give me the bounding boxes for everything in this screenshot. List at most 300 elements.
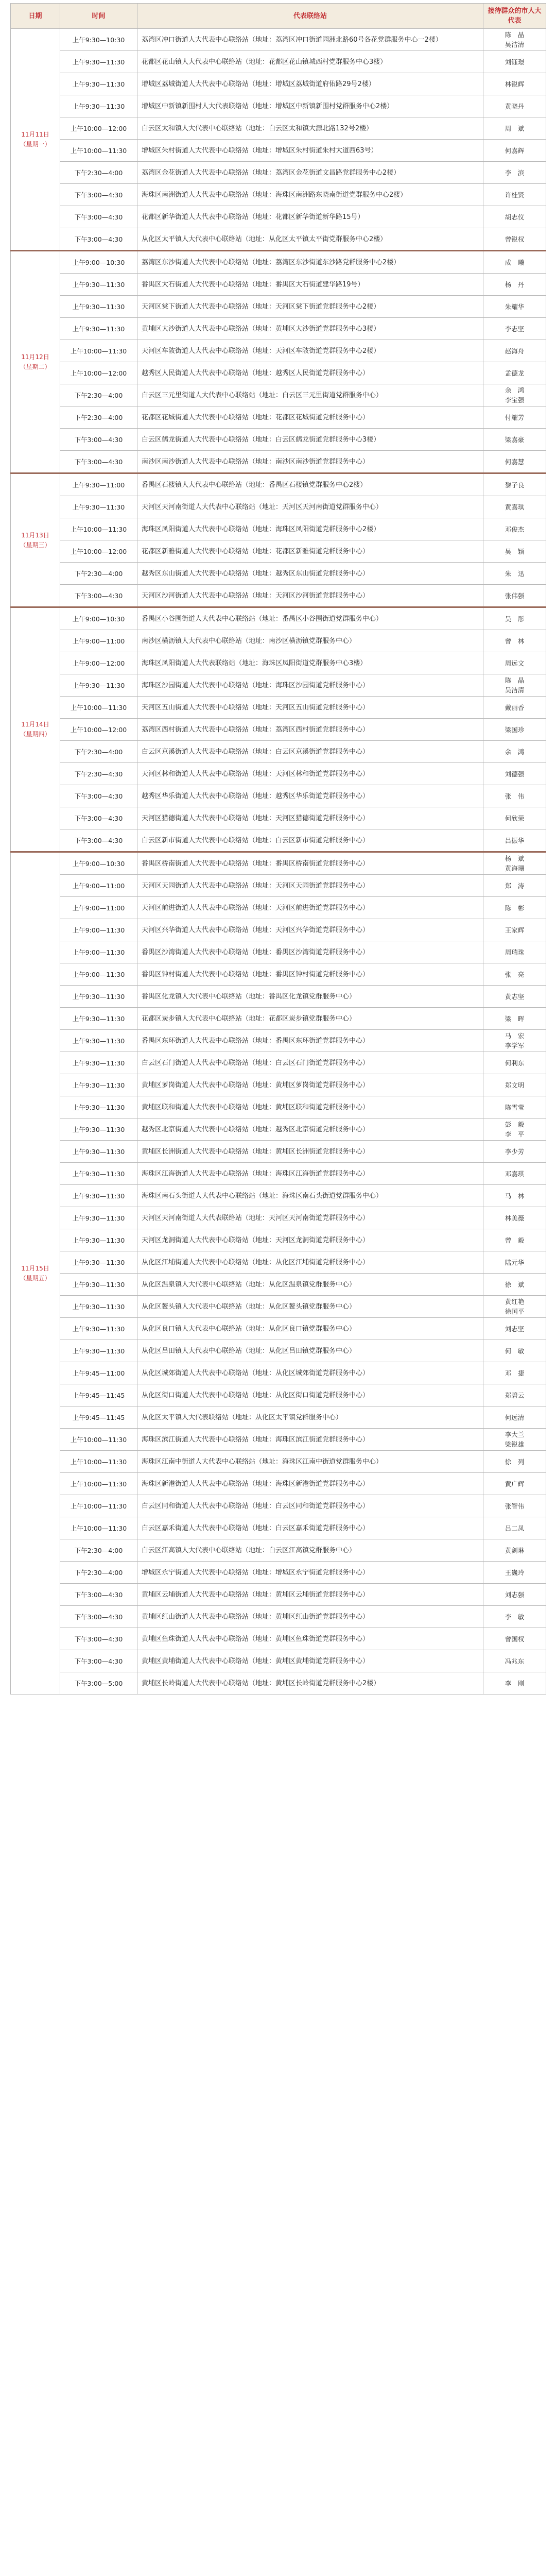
time-cell: 上午9:30—11:30 bbox=[60, 1207, 137, 1229]
time-cell: 上午9:30—11:30 bbox=[60, 1052, 137, 1074]
date-text: 11月14日 bbox=[21, 721, 49, 728]
table-row bbox=[11, 1562, 546, 1584]
rep-name: 陈 晶 bbox=[505, 31, 525, 39]
time-cell: 上午9:00—11:30 bbox=[60, 963, 137, 986]
location-cell: 花都区炭步镇人大代表中心联络站（地址：花都区炭步镇党群服务中心） bbox=[137, 1008, 483, 1030]
time-cell: 上午9:30—11:30 bbox=[60, 274, 137, 296]
rep-name: 何欣荣 bbox=[505, 814, 525, 822]
location-cell: 海珠区凤阳街道人大代表中心联络站（地址：海珠区凤阳街道党群服务中心2楼） bbox=[137, 518, 483, 540]
rep-name: 戴丽香 bbox=[505, 703, 525, 711]
reps-cell bbox=[483, 228, 546, 251]
reps-cell bbox=[483, 184, 546, 206]
location-cell: 南沙区南沙街道人大代表中心联络站（地址：南沙区南沙街道党群服务中心） bbox=[137, 451, 483, 473]
table-row bbox=[11, 1384, 546, 1406]
time-cell: 上午9:00—11:30 bbox=[60, 919, 137, 941]
table-row bbox=[11, 318, 546, 340]
table-row bbox=[11, 140, 546, 162]
time-cell: 上午9:00—11:00 bbox=[60, 875, 137, 897]
rep-name: 张 伟 bbox=[505, 792, 525, 800]
reps-cell bbox=[483, 941, 546, 963]
time-cell: 上午9:30—11:30 bbox=[60, 1251, 137, 1274]
location-cell: 从化区吕田镇人大代表中心联络站（地址：从化区吕田镇党群服务中心） bbox=[137, 1340, 483, 1362]
rep-name: 梁 晖 bbox=[505, 1014, 525, 1023]
rep-name: 成 曦 bbox=[505, 258, 525, 266]
reps-cell bbox=[483, 1539, 546, 1562]
table-row bbox=[11, 563, 546, 585]
table-row bbox=[11, 1096, 546, 1118]
reps-cell bbox=[483, 697, 546, 719]
rep-name: 刘德强 bbox=[505, 770, 525, 778]
table-row bbox=[11, 875, 546, 897]
reps-cell bbox=[483, 963, 546, 986]
table-row bbox=[11, 1495, 546, 1517]
rep-name: 郑碧云 bbox=[505, 1391, 525, 1399]
rep-name: 李宝强 bbox=[505, 396, 525, 404]
weekday-text: （星期五） bbox=[20, 1274, 51, 1282]
time-cell: 上午10:00—12:00 bbox=[60, 719, 137, 741]
location-cell: 天河区龙洞街道人大代表中心联络站（地址：天河区龙洞街道党群服务中心） bbox=[137, 1229, 483, 1251]
table-row bbox=[11, 184, 546, 206]
time-cell: 下午3:00—4:30 bbox=[60, 807, 137, 829]
location-cell: 海珠区江南中街道人大代表中心联络站（地址：海珠区江南中街道党群服务中心） bbox=[137, 1451, 483, 1473]
rep-name: 曾 林 bbox=[505, 637, 525, 645]
date-text: 11月15日 bbox=[21, 1264, 49, 1272]
table-row bbox=[11, 829, 546, 852]
reps-cell bbox=[483, 897, 546, 919]
rep-name: 曾锐权 bbox=[505, 235, 525, 243]
time-cell: 下午2:30—4:00 bbox=[60, 1539, 137, 1562]
time-cell: 下午2:30—4:00 bbox=[60, 384, 137, 406]
location-cell: 天河区兴华街道人大代表中心联络站（地址：天河区兴华街道党群服务中心） bbox=[137, 919, 483, 941]
time-cell: 下午2:30—4:30 bbox=[60, 763, 137, 785]
time-cell: 上午9:30—10:30 bbox=[60, 29, 137, 51]
time-cell: 下午3:00—4:30 bbox=[60, 228, 137, 251]
table-row bbox=[11, 1539, 546, 1562]
weekday-text: （星期一） bbox=[20, 140, 51, 148]
time-cell: 下午3:00—4:30 bbox=[60, 829, 137, 852]
rep-name: 冯兆东 bbox=[505, 1657, 525, 1665]
reps-cell bbox=[483, 1495, 546, 1517]
location-cell: 花都区花山镇人大代表中心联络站（地址：花都区花山镇城西村党群服务中心3楼） bbox=[137, 51, 483, 73]
reps-cell bbox=[483, 29, 546, 51]
location-cell: 天河区前进街道人大代表中心联络站（地址：天河区前进街道党群服务中心） bbox=[137, 897, 483, 919]
time-cell: 上午9:30—11:30 bbox=[60, 1118, 137, 1141]
location-cell: 海珠区南洲街道人大代表中心联络站（地址：海珠区南洲路东晓南街道党群服务中心2楼） bbox=[137, 184, 483, 206]
reps-cell bbox=[483, 741, 546, 763]
time-cell: 上午9:45—11:45 bbox=[60, 1406, 137, 1429]
rep-name: 邓俊杰 bbox=[505, 525, 525, 533]
date-text: 11月11日 bbox=[21, 130, 49, 138]
time-cell: 上午9:00—12:00 bbox=[60, 652, 137, 674]
reps-cell bbox=[483, 95, 546, 117]
reps-cell bbox=[483, 73, 546, 95]
table-row bbox=[11, 429, 546, 451]
time-cell: 上午9:30—11:30 bbox=[60, 318, 137, 340]
date-text: 11月12日 bbox=[21, 353, 49, 361]
location-cell: 天河区林和街道人大代表中心联络站（地址：天河区林和街道党群服务中心） bbox=[137, 763, 483, 785]
location-cell: 增城区荔城街道人大代表中心联络站（地址：增城区荔城街道府佑路29号2楼） bbox=[137, 73, 483, 95]
reps-cell bbox=[483, 1185, 546, 1207]
rep-name: 黄海珊 bbox=[505, 865, 525, 872]
rep-name: 何利东 bbox=[505, 1059, 525, 1067]
location-cell: 黄埔区鱼珠街道人大代表中心联络站（地址：黄埔区鱼珠街道党群服务中心） bbox=[137, 1628, 483, 1650]
time-cell: 下午3:00—4:30 bbox=[60, 785, 137, 807]
time-cell: 上午9:30—11:00 bbox=[60, 473, 137, 496]
rep-name: 赵海舟 bbox=[505, 347, 525, 355]
time-cell: 上午9:30—11:30 bbox=[60, 73, 137, 95]
location-cell: 白云区太和镇人大代表中心联络站（地址：白云区太和镇大源北路132号2楼） bbox=[137, 117, 483, 140]
time-cell: 上午9:00—10:30 bbox=[60, 251, 137, 274]
rep-name: 张 亮 bbox=[505, 970, 525, 978]
time-cell: 上午9:45—11:45 bbox=[60, 1384, 137, 1406]
reps-cell bbox=[483, 875, 546, 897]
table-row bbox=[11, 630, 546, 652]
location-cell: 从化区城郊街道人大代表中心联络站（地址：从化区城郊街道党群服务中心） bbox=[137, 1362, 483, 1384]
location-cell: 花都区新雅街道人大代表中心联络站（地址：花都区新雅街道党群服务中心） bbox=[137, 540, 483, 563]
location-cell: 荔湾区冲口街道人大代表中心联络站（地址：荔湾区冲口街道园洲北路60号各花党群服务中心一2楼） bbox=[137, 29, 483, 51]
time-cell: 上午9:30—11:30 bbox=[60, 1008, 137, 1030]
rep-name: 孟德龙 bbox=[505, 369, 525, 377]
location-cell: 海珠区沙园街道人大代表中心联络站（地址：海珠区沙园街道党群服务中心） bbox=[137, 674, 483, 697]
time-cell: 下午3:00—4:30 bbox=[60, 184, 137, 206]
table-row bbox=[11, 674, 546, 697]
reps-cell bbox=[483, 429, 546, 451]
rep-name: 刘钰璟 bbox=[505, 58, 525, 66]
location-cell: 黄埔区萝岗街道人大代表中心联络站（地址：黄埔区萝岗街道党群服务中心） bbox=[137, 1074, 483, 1096]
rep-name: 黄剑琳 bbox=[505, 1546, 525, 1554]
reps-cell bbox=[483, 1008, 546, 1030]
header-reps: 接待群众的市人大代表 bbox=[483, 4, 546, 29]
reps-cell bbox=[483, 1274, 546, 1296]
reps-cell bbox=[483, 652, 546, 674]
table-row bbox=[11, 1362, 546, 1384]
rep-name: 余 鸿 bbox=[505, 748, 525, 756]
table-row bbox=[11, 73, 546, 95]
time-cell: 上午9:00—11:30 bbox=[60, 941, 137, 963]
schedule-table bbox=[10, 3, 546, 1694]
table-row bbox=[11, 652, 546, 674]
location-cell: 黄埔区长洲街道人大代表中心联络站（地址：黄埔区长洲街道党群服务中心） bbox=[137, 1141, 483, 1163]
header-time: 时间 bbox=[60, 4, 137, 29]
location-cell: 荔湾区东沙街道人大代表中心联络站（地址：荔湾区东沙街道东沙路党群服务中心2楼） bbox=[137, 251, 483, 274]
location-cell: 白云区石门街道人大代表中心联络站（地址：白云区石门街道党群服务中心） bbox=[137, 1052, 483, 1074]
table-row bbox=[11, 785, 546, 807]
reps-cell bbox=[483, 340, 546, 362]
rep-name: 梁嘉豪 bbox=[505, 435, 525, 444]
rep-name: 李 刚 bbox=[505, 1679, 525, 1687]
reps-cell bbox=[483, 251, 546, 274]
reps-cell bbox=[483, 1318, 546, 1340]
table-row bbox=[11, 1318, 546, 1340]
rep-name: 付耀芳 bbox=[505, 413, 525, 421]
time-cell: 上午9:30—11:30 bbox=[60, 986, 137, 1008]
table-row bbox=[11, 1672, 546, 1694]
rep-name: 黄志坚 bbox=[505, 992, 525, 1001]
table-row bbox=[11, 1008, 546, 1030]
time-cell: 上午10:00—11:30 bbox=[60, 1451, 137, 1473]
reps-cell bbox=[483, 1517, 546, 1539]
rep-name: 黄嘉琪 bbox=[505, 503, 525, 511]
table-row bbox=[11, 1118, 546, 1141]
time-cell: 上午9:30—11:30 bbox=[60, 674, 137, 697]
reps-cell bbox=[483, 162, 546, 184]
time-cell: 上午9:30—11:30 bbox=[60, 296, 137, 318]
time-cell: 下午3:00—4:30 bbox=[60, 429, 137, 451]
location-cell: 天河区五山街道人大代表中心联络站（地址：天河区五山街道党群服务中心） bbox=[137, 697, 483, 719]
table-row bbox=[11, 518, 546, 540]
reps-cell bbox=[483, 563, 546, 585]
rep-name: 陈 彬 bbox=[505, 904, 525, 912]
reps-cell bbox=[483, 1384, 546, 1406]
reps-cell bbox=[483, 473, 546, 496]
weekday-text: （星期三） bbox=[20, 541, 51, 549]
rep-name: 朱耀华 bbox=[505, 302, 525, 311]
time-cell: 上午9:30—11:30 bbox=[60, 1185, 137, 1207]
weekday-text: （星期四） bbox=[20, 731, 51, 738]
time-cell: 上午10:00—12:00 bbox=[60, 362, 137, 384]
reps-cell bbox=[483, 585, 546, 607]
table-row bbox=[11, 228, 546, 251]
table-row bbox=[11, 897, 546, 919]
reps-cell bbox=[483, 540, 546, 563]
rep-name: 黄广辉 bbox=[505, 1480, 525, 1488]
reps-cell bbox=[483, 763, 546, 785]
table-row bbox=[11, 1584, 546, 1606]
date-cell bbox=[11, 852, 60, 1694]
location-cell: 从化区街口街道人大代表中心联络站（地址：从化区街口街道党群服务中心） bbox=[137, 1384, 483, 1406]
rep-name: 余 鸿 bbox=[505, 386, 525, 394]
table-row bbox=[11, 585, 546, 607]
table-row bbox=[11, 807, 546, 829]
location-cell: 白云区新市街道人大代表中心联络站（地址：白云区新市街道党群服务中心） bbox=[137, 829, 483, 852]
reps-cell bbox=[483, 1096, 546, 1118]
location-cell: 从化区鳌头镇人大代表中心联络站（地址：从化区鳌头镇党群服务中心） bbox=[137, 1296, 483, 1318]
rep-name: 朱 迅 bbox=[505, 569, 525, 578]
reps-cell bbox=[483, 1451, 546, 1473]
location-cell: 增城区中新镇新围村人大代表联络站（地址：增城区中新镇新围村党群服务中心2楼） bbox=[137, 95, 483, 117]
rep-name: 李 敏 bbox=[505, 1613, 525, 1621]
time-cell: 上午9:45—11:00 bbox=[60, 1362, 137, 1384]
location-cell: 荔湾区西村街道人大代表中心联络站（地址：荔湾区西村街道党群服务中心） bbox=[137, 719, 483, 741]
header-location: 代表联络站 bbox=[137, 4, 483, 29]
time-cell: 上午9:30—11:30 bbox=[60, 1096, 137, 1118]
table-row bbox=[11, 1517, 546, 1539]
header-date: 日期 bbox=[11, 4, 60, 29]
rep-name: 黄晓丹 bbox=[505, 102, 525, 110]
time-cell: 上午10:00—11:30 bbox=[60, 1473, 137, 1495]
rep-name: 吴洁清 bbox=[505, 686, 525, 694]
rep-name: 胡志仪 bbox=[505, 213, 525, 221]
rep-name: 梁国珍 bbox=[505, 725, 525, 734]
rep-name: 王巍玲 bbox=[505, 1568, 525, 1577]
table-row bbox=[11, 251, 546, 274]
table-row bbox=[11, 274, 546, 296]
table-row bbox=[11, 162, 546, 184]
rep-name: 李志坚 bbox=[505, 325, 525, 333]
table-row bbox=[11, 1207, 546, 1229]
location-cell: 荔湾区金花街道人大代表中心联络站（地址：荔湾区金花街道文昌路党群服务中心2楼） bbox=[137, 162, 483, 184]
reps-cell bbox=[483, 674, 546, 697]
rep-name: 周远文 bbox=[505, 659, 525, 667]
table-header-row bbox=[11, 4, 546, 29]
date-cell bbox=[11, 29, 60, 251]
location-cell: 黄埔区长岭街道人大代表中心联络站（地址：黄埔区长岭街道党群服务中心2楼） bbox=[137, 1672, 483, 1694]
location-cell: 黄埔区黄埔街道人大代表中心联络站（地址：黄埔区黄埔街道党群服务中心） bbox=[137, 1650, 483, 1672]
table-row bbox=[11, 1251, 546, 1274]
location-cell: 番禺区桥南街道人大代表中心联络站（地址：番禺区桥南街道党群服务中心） bbox=[137, 852, 483, 875]
location-cell: 增城区朱村街道人大代表中心联络站（地址：增城区朱村街道朱村大道西63号） bbox=[137, 140, 483, 162]
time-cell: 上午10:00—11:30 bbox=[60, 518, 137, 540]
time-cell: 上午10:00—11:30 bbox=[60, 1517, 137, 1539]
rep-name: 何嘉辉 bbox=[505, 146, 525, 155]
reps-cell bbox=[483, 607, 546, 630]
reps-cell bbox=[483, 719, 546, 741]
time-cell: 下午3:00—4:30 bbox=[60, 451, 137, 473]
rep-name: 陈 晶 bbox=[505, 676, 525, 684]
table-row bbox=[11, 763, 546, 785]
rep-name: 杨 斌 bbox=[505, 855, 525, 862]
reps-cell bbox=[483, 919, 546, 941]
reps-cell bbox=[483, 1628, 546, 1650]
time-cell: 下午3:00—4:30 bbox=[60, 585, 137, 607]
location-cell: 黄埔区红山街道人大代表中心联络站（地址：黄埔区红山街道党群服务中心） bbox=[137, 1606, 483, 1628]
location-cell: 从化区太平镇人大代表联络站（地址：从化区太平镇党群服务中心） bbox=[137, 1406, 483, 1429]
location-cell: 海珠区新港街道人大代表中心联络站（地址：海珠区新港街道党群服务中心） bbox=[137, 1473, 483, 1495]
location-cell: 白云区江高镇人大代表中心联络站（地址：白云区江高镇党群服务中心） bbox=[137, 1539, 483, 1562]
table-row bbox=[11, 941, 546, 963]
rep-name: 黄红艳 bbox=[505, 1298, 525, 1306]
reps-cell bbox=[483, 1362, 546, 1384]
time-cell: 上午9:00—10:30 bbox=[60, 852, 137, 875]
location-cell: 番禺区石楼镇人大代表中心联络站（地址：番禺区石楼镇党群服务中心2楼） bbox=[137, 473, 483, 496]
reps-cell bbox=[483, 518, 546, 540]
location-cell: 黄埔区大沙街道人大代表中心联络站（地址：黄埔区大沙街道党群服务中心3楼） bbox=[137, 318, 483, 340]
rep-name: 李 平 bbox=[505, 1130, 525, 1138]
time-cell: 上午9:30—11:30 bbox=[60, 1318, 137, 1340]
location-cell: 越秀区人民街道人大代表中心联络站（地址：越秀区人民街道党群服务中心） bbox=[137, 362, 483, 384]
location-cell: 番禺区东环街道人大代表中心联络站（地址：番禺区东环街道党群服务中心） bbox=[137, 1030, 483, 1052]
table-row bbox=[11, 1606, 546, 1628]
table-row bbox=[11, 852, 546, 875]
location-cell: 天河区天河南街道人大代表中心联络站（地址：天河区天河南街道党群服务中心） bbox=[137, 496, 483, 518]
table-row bbox=[11, 496, 546, 518]
time-cell: 下午3:00—5:00 bbox=[60, 1672, 137, 1694]
location-cell: 花都区花城街道人大代表中心联络站（地址：花都区花城街道党群服务中心） bbox=[137, 406, 483, 429]
table-row bbox=[11, 1030, 546, 1052]
rep-name: 李学军 bbox=[505, 1042, 525, 1049]
reps-cell bbox=[483, 1030, 546, 1052]
table-row bbox=[11, 1052, 546, 1074]
rep-name: 徐 列 bbox=[505, 1458, 525, 1466]
time-cell: 上午9:30—11:30 bbox=[60, 1141, 137, 1163]
reps-cell bbox=[483, 274, 546, 296]
table-row bbox=[11, 1296, 546, 1318]
rep-name: 曾 毅 bbox=[505, 1236, 525, 1244]
reps-cell bbox=[483, 1340, 546, 1362]
reps-cell bbox=[483, 1584, 546, 1606]
rep-name: 徐 斌 bbox=[505, 1280, 525, 1289]
location-cell: 黄埔区云埔街道人大代表中心联络站（地址：黄埔区云埔街道党群服务中心） bbox=[137, 1584, 483, 1606]
table-row bbox=[11, 1628, 546, 1650]
rep-name: 彭 毅 bbox=[505, 1121, 525, 1128]
table-row bbox=[11, 451, 546, 473]
rep-name: 马 林 bbox=[505, 1192, 525, 1200]
location-cell: 天河区车陂街道人大代表中心联络站（地址：天河区车陂街道党群服务中心2楼） bbox=[137, 340, 483, 362]
table-row bbox=[11, 741, 546, 763]
time-cell: 上午9:30—11:30 bbox=[60, 51, 137, 73]
time-cell: 上午9:00—10:30 bbox=[60, 607, 137, 630]
table-row bbox=[11, 1406, 546, 1429]
reps-cell bbox=[483, 986, 546, 1008]
time-cell: 下午3:00—4:30 bbox=[60, 1628, 137, 1650]
reps-cell bbox=[483, 1672, 546, 1694]
time-cell: 上午9:30—11:30 bbox=[60, 496, 137, 518]
rep-name: 李少芳 bbox=[505, 1147, 525, 1156]
schedule-document bbox=[10, 3, 546, 1694]
weekday-text: （星期二） bbox=[20, 363, 51, 370]
time-cell: 下午2:30—4:00 bbox=[60, 563, 137, 585]
rep-name: 郑文明 bbox=[505, 1081, 525, 1089]
rep-name: 何嘉慧 bbox=[505, 457, 525, 466]
reps-cell bbox=[483, 1429, 546, 1451]
date-cell bbox=[11, 473, 60, 607]
table-row bbox=[11, 607, 546, 630]
location-cell: 从化区温泉镇人大代表中心联络站（地址：从化区温泉镇党群服务中心） bbox=[137, 1274, 483, 1296]
table-row bbox=[11, 1451, 546, 1473]
reps-cell bbox=[483, 785, 546, 807]
time-cell: 下午2:30—4:00 bbox=[60, 741, 137, 763]
reps-cell bbox=[483, 630, 546, 652]
location-cell: 从化区良口镇人大代表中心联络站（地址：从化区良口镇党群服务中心） bbox=[137, 1318, 483, 1340]
rep-name: 黎子良 bbox=[505, 481, 525, 489]
rep-name: 李 滨 bbox=[505, 168, 525, 177]
time-cell: 下午3:00—4:30 bbox=[60, 1606, 137, 1628]
table-row bbox=[11, 362, 546, 384]
location-cell: 从化区江埔街道人大代表中心联络站（地址：从化区江埔街道党群服务中心） bbox=[137, 1251, 483, 1274]
location-cell: 番禺区化龙镇人大代表中心联络站（地址：番禺区化龙镇党群服务中心） bbox=[137, 986, 483, 1008]
reps-cell bbox=[483, 451, 546, 473]
date-cell bbox=[11, 251, 60, 473]
table-row bbox=[11, 206, 546, 228]
location-cell: 番禺区沙湾街道人大代表中心联络站（地址：番禺区沙湾街道党群服务中心） bbox=[137, 941, 483, 963]
location-cell: 白云区同和街道人大代表中心联络站（地址：白云区同和街道党群服务中心） bbox=[137, 1495, 483, 1517]
table-row bbox=[11, 1274, 546, 1296]
location-cell: 天河区天园街道人大代表中心联络站（地址：天河区天园街道党群服务中心） bbox=[137, 875, 483, 897]
location-cell: 白云区三元里街道人大代表中心联络站（地址：白云区三元里街道党群服务中心） bbox=[137, 384, 483, 406]
reps-cell bbox=[483, 1118, 546, 1141]
rep-name: 周瑞珠 bbox=[505, 948, 525, 956]
rep-name: 许桂贤 bbox=[505, 191, 525, 199]
time-cell: 上午9:00—11:00 bbox=[60, 897, 137, 919]
time-cell: 上午9:30—11:30 bbox=[60, 1030, 137, 1052]
rep-name: 周 斌 bbox=[505, 124, 525, 132]
table-row bbox=[11, 1185, 546, 1207]
table-row bbox=[11, 540, 546, 563]
time-cell: 上午9:30—11:30 bbox=[60, 1274, 137, 1296]
time-cell: 上午10:00—11:30 bbox=[60, 697, 137, 719]
rep-name: 陆元华 bbox=[505, 1258, 525, 1266]
table-row bbox=[11, 1340, 546, 1362]
location-cell: 天河区天河南街道人大代表联络站（地址：天河区天河南街道党群服务中心） bbox=[137, 1207, 483, 1229]
rep-name: 何 敏 bbox=[505, 1347, 525, 1355]
table-row bbox=[11, 697, 546, 719]
table-row bbox=[11, 1429, 546, 1451]
rep-name: 刘志坚 bbox=[505, 1325, 525, 1333]
location-cell: 番禺区钟村街道人大代表中心联络站（地址：番禺区钟村街道党群服务中心） bbox=[137, 963, 483, 986]
reps-cell bbox=[483, 117, 546, 140]
location-cell: 海珠区滨江街道人大代表中心联络站（地址：海珠区滨江街道党群服务中心） bbox=[137, 1429, 483, 1451]
reps-cell bbox=[483, 1052, 546, 1074]
